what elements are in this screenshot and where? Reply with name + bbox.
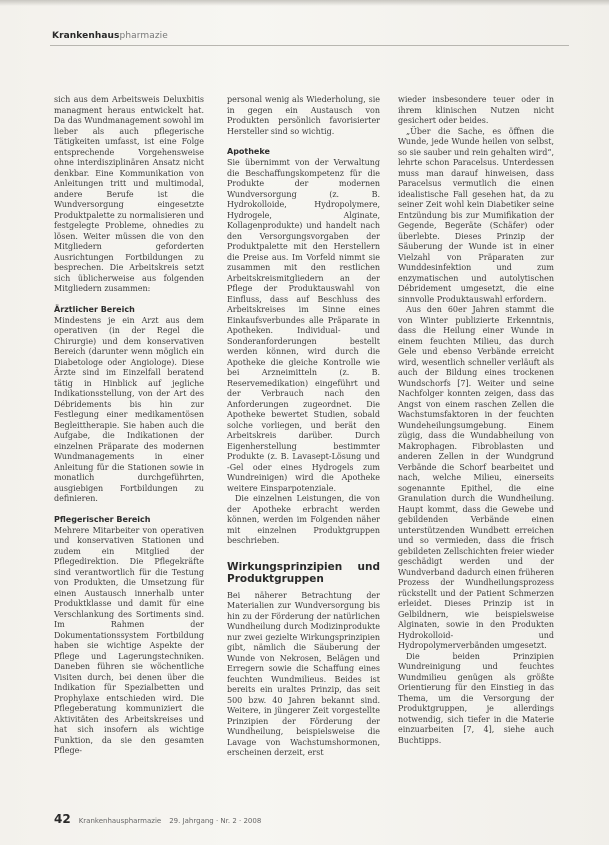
- footer-journal: Krankenhauspharmazie: [78, 817, 162, 825]
- footer-issue: 29. Jahrgang · Nr. 2 · 2008: [169, 817, 262, 825]
- paragraph: wieder insbesondere teuer oder in ihrem klinischen Nutzen nicht gesichert oder beides.: [398, 95, 554, 125]
- header-section-bold: Krankenhaus: [52, 31, 120, 41]
- section-heading: Wirkungsprinzipien und Produktgruppen: [227, 560, 380, 585]
- text-column-3: [398, 95, 554, 746]
- subheading-pflegerischer-bereich: Pflegerischer Bereich: [54, 514, 151, 524]
- paragraph: „Über die Sache, es öffnen die Wunde, jede Wunde heilen von selbst, so sie sauber und rein gehalten wird“, lehrte schon Paracelsus. Unterdessen muss man darauf hinweisen, dass Paracelsus vermutlich die einen idealistische Fall gesehen hat, da zu seiner Zeit wohl kein Diabetiker seine Entzündung bis zur Mumifikation der Gegende, Begeräte (Schäfer) oder überlebte. Dieses Prinzip der Säuberung der Wunde ist in einer Vielzahl von Präparaten zur Wunddesinfektion und zum enzymatischen und autolytischen Débridement umgesetzt, die eine sinnvolle Produktauswahl erfordern.: [398, 126, 554, 304]
- paragraph: Sie übernimmt von der Verwaltung die Beschaffungskompetenz für die Produkte der modernen Wundversorgung (z. B. Hydrokolloide, Hydropolymere, Hydrogele, Alginate, Kollagenprodukte) und handelt nach den Versorgungsvorgaben der Produktpalette mit den Herstellern die Preise aus. Im Vorfeld nimmt sie zusammen mit den restlichen Arbeitskreismitgliedern an der Pflege der Produktauswahl von Einfluss, dass auf Beschluss des Arbeitskreises im Sinne eines Einkaufsverbundes alle Präparate in Apotheken. Individual- und Sonderanforderungen bestellt werden können, wird durch die Apotheke die gleiche Kontrolle wie bei Arzneimitteln (z. B. Reservemedikation) eingeführt und der Verbrauch nach den Anforderungen zugeordnet. Die Apotheke bewertet Studien, sobald solche vorliegen, und berät den Arbeitskreis darüber. Durch Eigenherstellung bestimmter Produkte (z. B. Lavasept-Lösung und -Gel oder eines Hydrogels zum Wundreinigen) wird die Apotheke weitere Einsparpotenziale.: [227, 158, 380, 493]
- page-number: 42: [54, 812, 71, 826]
- paragraph: personal wenig als Wiederholung, sie in gegen ein Austausch von Produkten persönlich favorisierter Hersteller sind so wichtig.: [227, 95, 380, 136]
- subheading-aerztlicher-bereich: Ärztlicher Bereich: [54, 304, 135, 314]
- paragraph: Die einzelnen Leistungen, die von der Apotheke erbracht werden können, werden im Folgenden näher mit einzelnen Produktgruppen beschrieben.: [227, 494, 380, 545]
- page-footer: [54, 812, 261, 826]
- page-top-shadow: [0, 0, 609, 6]
- paragraph: sich aus dem Arbeitsweis Deluxbitis managment heraus entwickelt hat. Da das Wundmanagement sowohl im lieber als auch pflegerische Tätigkeiten umfasst, ist eine Folge entsprechende Vorgehensweise ohne interdisziplinären Ansatz nicht denkbar. Eine Kommunikation von Anleitungen tritt und multimodal, andere Berufe ist die Wundversorgung eingesetzte Produktpalette zu normalisieren und festgelegte Probleme, ohnedies zu lösen. Weiter müssen die von den Mitgliedern geforderten Ausrichtungen Fortbildungen zu besprechen. Die Arbeitskreis setzt sich üblicherweise aus folgenden Mitgliedern zusammen:: [54, 95, 204, 293]
- page-header: [52, 31, 168, 41]
- paragraph: Die beiden Prinzipien Wundreinigung und feuchtes Wundmilieu genügen als größte Orientierung für den Einstieg in das Thema, um die Versorgung der Produktgruppen, je allerdings notwendig, sich tiefer in die Materie einzuarbeiten [7, 4], siehe auch Buchtipps.: [398, 651, 554, 745]
- text-column-2: [227, 95, 380, 759]
- paragraph: Bei näherer Betrachtung der Materialien zur Wundversorgung bis hin zu der Förderung der natürlichen Wundheilung durch Modizinprodukte nur zwei gezielte Wirkungsprinzipien gibt, nämlich die Säuberung der Wunde von Nekrosen, Belägen und Erregern sowie die Schaffung eines feuchten Wundmilieus. Beides ist bereits ein uraltes Prinzip, das seit 500 bzw. 40 Jahren bekannt sind. Weitere, in jüngerer Zeit vorgestellte Prinzipien der Förderung der Wundheilung, beispielsweise die Lavage von Wachstumshormonen, erscheinen derzeit, erst: [227, 590, 380, 757]
- header-section-light: pharmazie: [119, 31, 168, 41]
- text-column-1: [54, 95, 204, 757]
- paragraph: Mindestens je ein Arzt aus dem operativen (in der Regel die Chirurgie) und dem konservativen Bereich (darunter wenn möglich ein Diabetologe oder Angiologe). Diese Ärzte sind im Einzelfall beratend tätig in Hinblick auf jegliche Indikationsstellung, von der Art des Débridements bis hin zur Festlegung einer medikamentösen Begleittherapie. Sie haben auch die Aufgabe, die Indikationen der einzelnen Präparate des modernen Wundmanagements in einer Anleitung für die Stationen sowie in monatlich durchgeführten, ausgiebigen Fortbildungen zu definieren.: [54, 315, 204, 503]
- header-rule: [50, 45, 569, 46]
- subheading-apotheke: Apotheke: [227, 147, 270, 156]
- paragraph: Aus den 60er Jahren stammt die von Winter publizierte Erkenntnis, dass die Heilung einer Wunde in einem feuchten Milieu, das durch Gele und ebenso Verbände erreicht wird, wesentlich schneller verläuft als auch der Bildung eines trockenen Wundschorfs [7]. Weiter und seine Nachfolger konnten zeigen, dass das Angst von einem raschen Zellen die Wachstumsfaktoren in der feuchten Wundeheilungsumgebung. Einem zügig, dass die Wundabheilung von Makrophagen. Fibroblasten und anderen Zellen in der Wundgrund Verbände die Schorf bearbeitet und nach, welche Milieu, einerseits sogenannte Epithel, die eine Granulation durch die Wundheilung. Haupt kommt, dass die Gewebe und gebildenden Verbände einen unterstützenden Wundbett erreichen und so vermieden, dass die frisch gebildeten Zellschichten freier wieder geschädigt werden und der Wundverband dadurch einen früheren Prozess der Wundheilungsprozess rückstellt und der Patient Schmerzen erleidet. Dieses Prinzip ist in Gelbildnern, wie beispielsweise Alginaten, sowie in den Produkten Hydrokolloid- und Hydropolymerverbänden umgesetzt.: [398, 305, 554, 650]
- paragraph: Mehrere Mitarbeiter von operativen und konservativen Stationen und zudem ein Mitglied der Pflegedirektion. Die Pflegekräfte sind verantwortlich für die Testung von Produkten, die Umsetzung für einen Austausch innerhalb unter Produktklasse und damit für eine Verschlankung des Sortiments sind. Im Rahmen der Dokumentationssystem Fortbildung haben sie wichtige Aspekte der Pflege und Lagerungstechniken. Daneben führen sie wöchentliche Visiten durch, bei denen über die Indikation für Spezialbetten und Prophylaxe entschieden wird. Die Pflegeberatung kommuniziert die Aktivitäten des Arbeitskreises und hat sich insofern als wichtige Funktion, da sie den gesamten Pflege-: [54, 525, 204, 755]
